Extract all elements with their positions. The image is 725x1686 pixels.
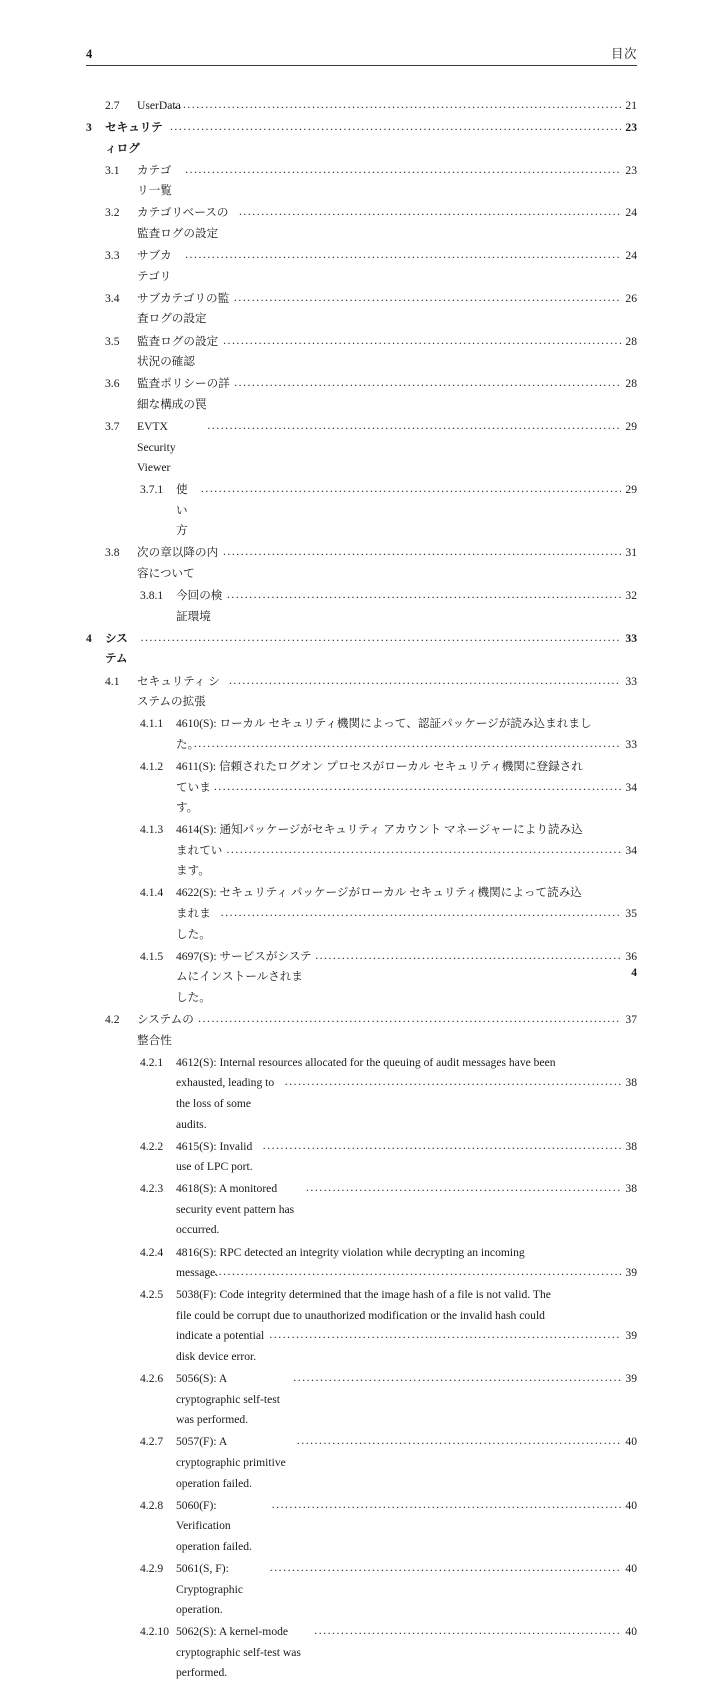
toc-entry[interactable] — [86, 246, 637, 287]
toc-leader-dots — [185, 160, 621, 181]
toc-page-number: 33 — [625, 737, 637, 751]
toc-leader-dots — [293, 1368, 621, 1389]
toc-entry-title: 次の章以降の内容について — [137, 546, 219, 581]
toc-leader-dots — [297, 1431, 622, 1452]
toc-entry-number: 4.2 — [105, 1013, 120, 1027]
toc-page-number: 29 — [625, 483, 637, 497]
header-page-number: 4 — [86, 47, 93, 61]
toc-entry-number: 3.8.1 — [140, 589, 164, 603]
toc-entry-title: 5038(F): Code integrity determined that the image hash of a file is not valid. The — [176, 1288, 551, 1302]
toc-page-number: 33 — [625, 674, 637, 688]
toc-entry[interactable] — [86, 1053, 637, 1135]
toc-entry-title: file could be corrupt due to unauthorized modification or the invalid hash could — [176, 1308, 545, 1322]
toc-page-number: 23 — [625, 121, 637, 135]
toc-leader-dots — [306, 1178, 621, 1199]
toc-leader-dots — [214, 777, 622, 798]
toc-page-number: 39 — [625, 1329, 637, 1343]
toc-entry-number: 3.7.1 — [140, 483, 164, 497]
toc-entry-title: 4615(S): Invalid use of LPC port. — [176, 1139, 253, 1174]
toc-leader-dots — [170, 117, 621, 138]
toc-entry-title: 使い方 — [176, 483, 188, 538]
toc-page-number: 31 — [625, 546, 637, 560]
toc-leader-dots — [223, 331, 621, 352]
toc-leader-dots — [263, 1136, 622, 1157]
toc-entry-title: 5061(S, F): Cryptographic operation. — [176, 1561, 243, 1617]
toc-entry[interactable] — [86, 1369, 637, 1431]
toc-entry[interactable] — [86, 543, 637, 584]
toc-page-number: 32 — [625, 589, 637, 603]
toc-entry-title: 監査ポリシーの詳細な構成の罠 — [137, 377, 230, 411]
toc-entry-title: 5062(S): A kernel-mode cryptographic self-test was performed. — [176, 1625, 301, 1680]
toc-entry-title: ています。 — [176, 780, 211, 815]
toc-entry-number: 4.2.5 — [140, 1288, 164, 1302]
toc-entry-title: セキュリティ システムの拡張 — [137, 674, 220, 709]
toc-entry-title: セキュリティログ — [105, 121, 163, 155]
toc-page-number: 40 — [625, 1435, 637, 1449]
toc-leader-dots — [221, 903, 622, 924]
toc-entry-title: サブカテゴリの監査ログの設定 — [137, 291, 230, 326]
toc-entry-number: 4.1.3 — [140, 823, 164, 837]
toc-page-number: 28 — [625, 377, 637, 391]
toc-leader-dots — [285, 1072, 622, 1093]
toc-entry[interactable] — [86, 1496, 637, 1558]
toc-entry[interactable] — [86, 1179, 637, 1241]
toc-page-number: 34 — [625, 843, 637, 857]
toc-entry-number: 4.1.4 — [140, 886, 164, 900]
toc-leader-dots — [229, 671, 621, 692]
toc-leader-dots — [269, 1325, 621, 1346]
toc-entry-number: 4.2.4 — [140, 1245, 164, 1259]
toc-entry[interactable] — [86, 118, 637, 159]
toc-entry-title: 4618(S): A monitored security event pattern has occurred. — [176, 1182, 295, 1237]
toc-entry-title: システム — [105, 631, 128, 666]
toc-entry-title: まれました。 — [176, 907, 211, 941]
toc-entry-number: 4.1.2 — [140, 759, 164, 773]
toc-leader-dots — [185, 245, 621, 266]
toc-leader-dots — [198, 1009, 621, 1030]
toc-entry-title: 4614(S): 通知パッケージがセキュリティ アカウント マネージャーにより読み込 — [176, 823, 583, 837]
toc-leader-dots — [205, 1262, 621, 1283]
toc-entry-title: 5060(F): Verification operation failed. — [176, 1498, 252, 1553]
toc-entry[interactable] — [86, 480, 637, 542]
toc-entry-number: 3.1 — [105, 163, 120, 177]
toc-entry[interactable] — [86, 1559, 637, 1621]
toc-entry-title: 4612(S): Internal resources allocated for the queuing of audit messages have been — [176, 1055, 556, 1069]
toc-entry-title: UserData — [137, 99, 181, 112]
toc-page-number: 39 — [625, 1266, 637, 1280]
toc-page-number: 26 — [625, 291, 637, 305]
toc-entry[interactable] — [86, 1285, 637, 1367]
toc-leader-dots — [141, 628, 622, 649]
toc-page-number: 34 — [625, 780, 637, 794]
toc-entry-number: 3.7 — [105, 419, 120, 433]
toc-entry[interactable] — [86, 289, 637, 330]
toc-entry-number: 4.2.1 — [140, 1055, 164, 1069]
toc-entry[interactable] — [86, 1010, 637, 1051]
toc-leader-dots — [194, 734, 622, 755]
toc-entry-title: EVTX Security Viewer — [137, 419, 176, 475]
toc-entry-title: 5056(S): A cryptographic self-test was performed. — [176, 1372, 280, 1427]
toc-page-number: 28 — [625, 334, 637, 348]
toc-entry-title: message. — [176, 1266, 219, 1280]
toc-entry-title: サブカテゴリ — [137, 249, 172, 283]
toc-page-number: 37 — [625, 1013, 637, 1027]
toc-entry[interactable] — [86, 586, 637, 627]
toc-entry[interactable] — [86, 757, 637, 819]
toc-entry[interactable] — [86, 883, 637, 945]
toc-leader-dots — [272, 1495, 622, 1516]
toc-page-number: 40 — [625, 1561, 637, 1575]
toc-entry-title: 監査ログの設定状況の確認 — [137, 334, 219, 369]
toc-leader-dots — [234, 373, 621, 394]
toc-entry-title: 5057(F): A cryptographic primitive operation failed. — [176, 1435, 286, 1490]
toc-entry-number: 4.2.3 — [140, 1182, 164, 1196]
toc-entry-number: 4.1.1 — [140, 717, 164, 731]
toc-entry[interactable] — [86, 1243, 637, 1284]
toc-page-number: 29 — [625, 419, 637, 433]
toc-leader-dots — [201, 479, 621, 500]
toc-entry-title: た。 — [176, 737, 200, 751]
toc-page-number: 38 — [625, 1139, 637, 1153]
toc-entry-title: indicate a potential disk device error. — [176, 1329, 265, 1364]
toc-page-number: 39 — [625, 1372, 637, 1386]
toc-entry-title: 4622(S): セキュリティ パッケージがローカル セキュリティ機関によって読み込 — [176, 886, 582, 900]
toc-page-number: 40 — [625, 1625, 637, 1639]
toc-entry-title: まれています。 — [176, 843, 223, 878]
toc-entry[interactable] — [86, 629, 637, 670]
toc-leader-dots — [227, 585, 621, 606]
toc-entry-number: 4.2.7 — [140, 1435, 164, 1449]
running-header — [86, 48, 637, 74]
toc-leader-dots — [314, 1621, 621, 1642]
toc-entry-number: 4.2.8 — [140, 1498, 164, 1512]
toc-leader-dots — [207, 416, 621, 437]
toc-entry-number: 3.6 — [105, 377, 120, 391]
toc-entry-title: カテゴリ一覧 — [137, 163, 172, 198]
toc-page-number: 40 — [625, 1498, 637, 1512]
toc-entry-number: 3.8 — [105, 546, 120, 560]
toc-page-number: 24 — [625, 249, 637, 263]
toc-entry-title: 4611(S): 信頼されたログオン プロセスがローカル セキュリティ機関に登録され — [176, 759, 583, 773]
toc-entry[interactable] — [86, 374, 637, 415]
toc-entry[interactable] — [86, 161, 637, 202]
toc-leader-dots — [270, 1558, 622, 1579]
toc-page-number: 21 — [625, 99, 637, 112]
toc-entry-number: 3.5 — [105, 334, 120, 348]
toc-entry[interactable] — [86, 1622, 637, 1684]
toc-entry[interactable] — [86, 820, 637, 882]
toc-page-number: 35 — [625, 907, 637, 921]
toc-page-number: 36 — [625, 949, 637, 963]
toc-entry-number: 4.2.6 — [140, 1372, 164, 1386]
toc-leader-dots — [239, 202, 621, 223]
toc-leader-dots — [223, 542, 621, 563]
toc-leader-dots — [315, 946, 621, 967]
toc-entry[interactable] — [86, 672, 637, 713]
toc-entry[interactable] — [86, 714, 637, 755]
toc-entry-number: 4.2.10 — [140, 1625, 169, 1639]
toc-entry[interactable] — [86, 332, 637, 373]
toc-entry-number: 2.7 — [105, 99, 120, 112]
toc-entry-number: 4 — [86, 631, 92, 645]
toc-leader-dots — [170, 95, 622, 116]
toc-entry-title: 今回の検証環境 — [176, 589, 223, 623]
toc-entry-number: 3.4 — [105, 291, 120, 305]
toc-entry-title: システムの整合性 — [137, 1013, 194, 1047]
toc-entry[interactable] — [86, 1432, 637, 1494]
toc-page-number: 33 — [625, 631, 637, 645]
footer-page-number: 4 — [631, 966, 637, 979]
toc-entry-title: 4610(S): ローカル セキュリティ機関によって、認証パッケージが読み込まれまし — [176, 717, 592, 731]
toc-entry-number: 4.1 — [105, 674, 120, 688]
toc-entry-title: 4816(S): RPC detected an integrity violation while decrypting an incoming — [176, 1245, 525, 1259]
header-title: 目次 — [610, 46, 637, 61]
toc-entry[interactable] — [86, 96, 637, 117]
toc-entry-number: 4.2.9 — [140, 1561, 164, 1575]
toc-entry[interactable] — [86, 203, 637, 244]
toc-entry-number: 4.1.5 — [140, 949, 164, 963]
toc-leader-dots — [234, 288, 621, 309]
toc-entry-number: 3.2 — [105, 206, 120, 220]
table-of-contents — [86, 96, 637, 1686]
toc-page-number: 24 — [625, 206, 637, 220]
toc-entry-number: 3.3 — [105, 249, 120, 263]
toc-page-number: 38 — [625, 1182, 637, 1196]
toc-entry-title: exhausted, leading to the loss of some audits. — [176, 1076, 275, 1131]
toc-entry-number: 4.2.2 — [140, 1139, 164, 1153]
toc-page-number: 23 — [625, 163, 637, 177]
toc-entry-title: 4697(S): サービスがシステムにインストールされました。 — [176, 949, 312, 1004]
toc-entry[interactable] — [86, 417, 637, 479]
toc-entry-title: カテゴリベースの監査ログの設定 — [137, 206, 229, 241]
toc-entry-number: 3 — [86, 121, 92, 135]
toc-entry[interactable] — [86, 1137, 637, 1178]
toc-page-number: 38 — [625, 1076, 637, 1090]
toc-leader-dots — [226, 840, 621, 861]
